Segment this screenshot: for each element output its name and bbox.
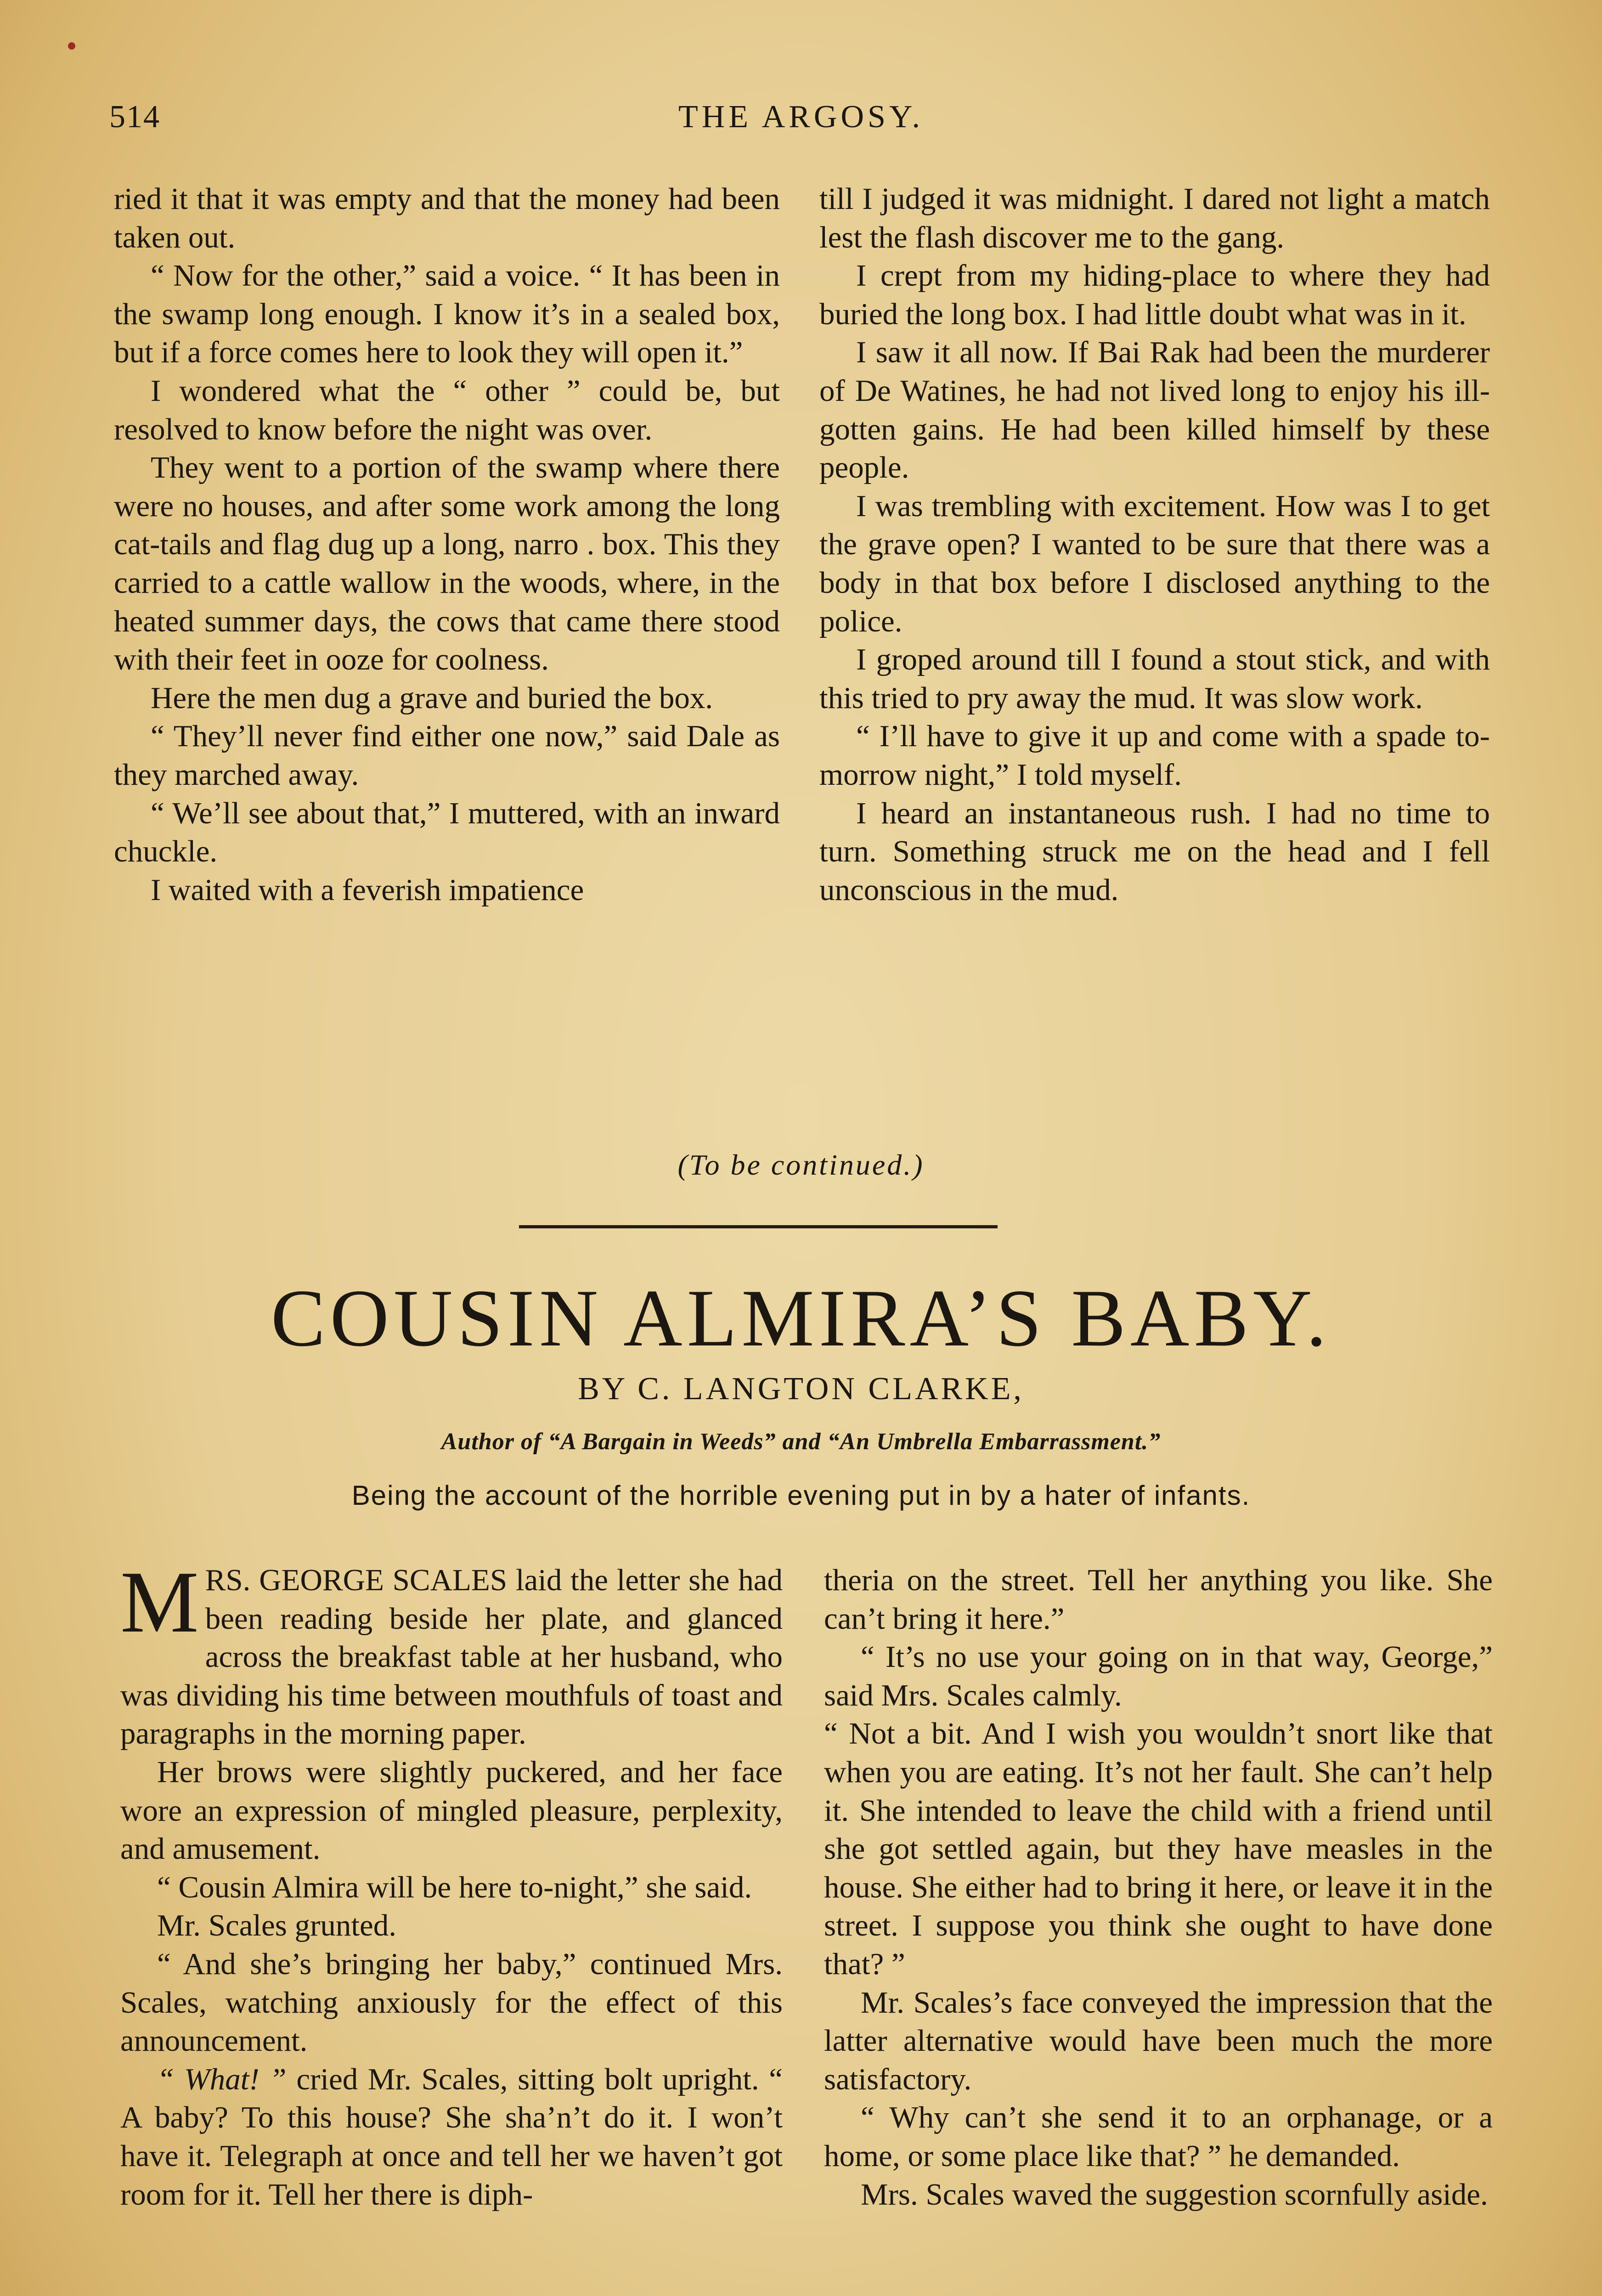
paragraph-text: cried Mr. Scales, sitting bolt upright. “ A baby? To this house? She sha’n’t do it. I won’t have it. Telegraph at once and tell her we haven’t got room for it. Tell her there is diph- xyxy=(120,2062,783,2212)
paragraph: I wondered what the “ other ” could be, but resolved to know before the night was over. xyxy=(114,373,780,446)
paragraph: theria on the street. Tell her anything you like. She can’t bring it here.” xyxy=(824,1563,1493,1636)
byline: BY C. LANGTON CLARKE, xyxy=(578,1371,1024,1407)
prev-story-left-column xyxy=(114,180,780,909)
to-be-continued: (To be continued.) xyxy=(677,1148,925,1181)
emphasis-what: “ What! ” xyxy=(157,2062,287,2096)
opening-paragraph xyxy=(120,1553,783,1753)
page-header xyxy=(109,99,1493,140)
paragraph: “ I’ll have to give it up and come with a spade to-morrow night,” I told myself. xyxy=(819,719,1490,792)
opening-text: RS. GEORGE SCALES laid the letter she had been reading beside her plate, and glanced across the breakfast table at her husband, who was dividing his time between mouthfuls of toast and paragraphs in the morning paper. xyxy=(120,1563,783,1751)
paragraph: I was trembling with excitement. How was I to get the grave open? I wanted to be sure that there was a body in that box before I disclosed anything to the police. xyxy=(819,489,1490,638)
paragraph: Mr. Scales grunted. xyxy=(157,1908,397,1943)
paragraph: “ It’s no use your going on in that way, George,” said Mrs. Scales calmly. xyxy=(824,1640,1493,1712)
author-note: Author of “A Bargain in Weeds” and “An Umbrella Embarrassment.” xyxy=(441,1429,1161,1455)
paragraph: Her brows were slightly puckered, and her face wore an expression of mingled pleasure, perplexity, and amusement. xyxy=(120,1755,783,1866)
paragraph: “ We’ll see about that,” I muttered, with an inward chuckle. xyxy=(114,796,780,869)
story-title: COUSIN ALMIRA’S BABY. xyxy=(271,1272,1331,1363)
paragraph: Here the men dug a grave and buried the box. xyxy=(151,681,713,715)
paragraph: “ Why can’t she send it to an orphanage, or a home, or some place like that? ” he demanded. xyxy=(824,2100,1493,2173)
running-title: THE ARGOSY. xyxy=(678,99,924,135)
drop-cap: M xyxy=(120,1553,199,1651)
paragraph xyxy=(120,2060,783,2214)
paragraph: Mrs. Scales waved the suggestion scornfully aside. xyxy=(861,2177,1488,2212)
paragraph: till I judged it was midnight. I dared not light a match lest the flash discover me to the gang. xyxy=(819,182,1490,254)
section-divider xyxy=(519,1225,998,1228)
ink-blot xyxy=(68,42,75,50)
story-subtitle: Being the account of the horrible evening put in by a hater of infants. xyxy=(351,1480,1251,1511)
paragraph: I saw it all now. If Bai Rak had been the murderer of De Watines, he had not lived long to enjoy his ill-gotten gains. He had been killed himself by these people. xyxy=(819,335,1490,485)
paragraph: I heard an instantaneous rush. I had no time to turn. Something struck me on the head and I fell unconscious in the mud. xyxy=(819,796,1490,907)
paragraph: “ They’ll never find either one now,” said Dale as they marched away. xyxy=(114,719,780,792)
page-number: 514 xyxy=(109,99,160,135)
story-right-column xyxy=(824,1561,1493,2214)
paragraph: They went to a portion of the swamp where there were no houses, and after some work among the long cat-tails and flag dug up a long, narro . box. This they carried to a cattle wallow in the woods, where, in the heated summer days, the cows that came there stood with their feet in ooze for coolness. xyxy=(114,450,780,677)
paragraph: “ Now for the other,” said a voice. “ It has been in the swamp long enough. I know it’s in a sealed box, but if a force comes here to look they will open it.” xyxy=(114,259,780,370)
paragraph: I groped around till I found a stout stick, and with this tried to pry away the mud. It was slow work. xyxy=(819,642,1490,715)
paragraph: “ Cousin Almira will be here to-night,” she said. xyxy=(157,1870,752,1904)
paragraph: “ Not a bit. And I wish you wouldn’t snort like that when you are eating. It’s not her fault. She can’t help it. She intended to leave the child with a friend until she got settled again, but they have measles in the house. She either had to bring it here, or leave it in the street. I suppose you think she ought to have done that? ” xyxy=(824,1716,1493,1981)
paragraph: “ And she’s bringing her baby,” continued Mrs. Scales, watching anxiously for the effect of this announcement. xyxy=(120,1947,783,2058)
paragraph: Mr. Scales’s face conveyed the impression that the latter alternative would have been much the more satisfactory. xyxy=(824,1985,1493,2096)
paragraph: ried it that it was empty and that the money had been taken out. xyxy=(114,182,780,254)
paragraph: I crept from my hiding-place to where they had buried the long box. I had little doubt what was in it. xyxy=(819,259,1490,331)
prev-story-right-column xyxy=(819,180,1490,909)
paragraph: I waited with a feverish impatience xyxy=(151,872,584,907)
story-left-column xyxy=(120,1553,783,2214)
